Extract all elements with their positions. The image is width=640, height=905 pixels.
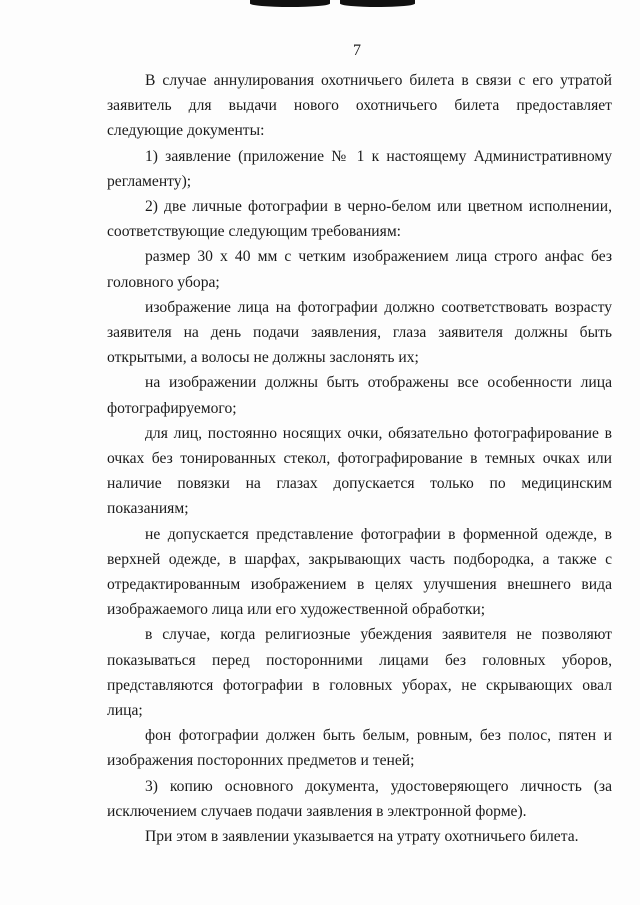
paragraph-requirement-clothing: не допускается представление фотографии в форменной одежде, в верхней одежде, в шарфах, закрывающих часть подбородка, а также с отредактированным изображением в целях улучшения внешнего вида изображаемого лица или его художественной обработки; <box>107 525 612 619</box>
paragraph-requirement-religious: в случае, когда религиозные убеждения заявителя не позволяют показываться перед посторонними лицами без головных уборов, представляются фотографии в головных уборах, не скрывающих овал лица; <box>107 626 612 720</box>
document-body <box>107 68 612 849</box>
paragraph-item-2: 2) две личные фотографии в черно-белом или цветном исполнении, соответствующие следующим требованиям: <box>107 198 612 241</box>
paragraph-requirement-size: размер 30 х 40 мм с четким изображением лица строго анфас без головного убора; <box>107 248 612 291</box>
paragraph-requirement-background: фон фотографии должен быть белым, ровным, без полос, пятен и изображения посторонних предметов и теней; <box>107 727 612 770</box>
paragraph-intro: В случае аннулирования охотничьего билета в связи с его утратой заявитель для выдачи нового охотничьего билета предоставляет следующие документы: <box>107 72 612 140</box>
paragraph-requirement-age: изображение лица на фотографии должно соответствовать возрасту заявителя на день подачи заявления, глаза заявителя должны быть открытыми, а волосы не должны заслонять их; <box>107 298 612 367</box>
page-number: 7 <box>353 42 361 59</box>
paragraph-item-1: 1) заявление (приложение № 1 к настоящему Административному регламенту); <box>107 147 612 190</box>
paragraph-closing: При этом в заявлении указывается на утрату охотничьего билета. <box>145 828 579 846</box>
paragraph-item-3: 3) копию основного документа, удостоверяющего личность (за исключением случаев подачи заявления в электронной форме). <box>107 777 612 820</box>
scan-artifact <box>250 0 330 7</box>
paragraph-requirement-glasses: для лиц, постоянно носящих очки, обязательно фотографирование в очках без тонированных стекол, фотографирование в темных очках или наличие повязки на глазах допускается только по медицинским показаниям; <box>107 424 612 518</box>
paragraph-requirement-features: на изображении должны быть отображены все особенности лица фотографируемого; <box>107 374 612 417</box>
scan-artifact <box>340 0 415 7</box>
